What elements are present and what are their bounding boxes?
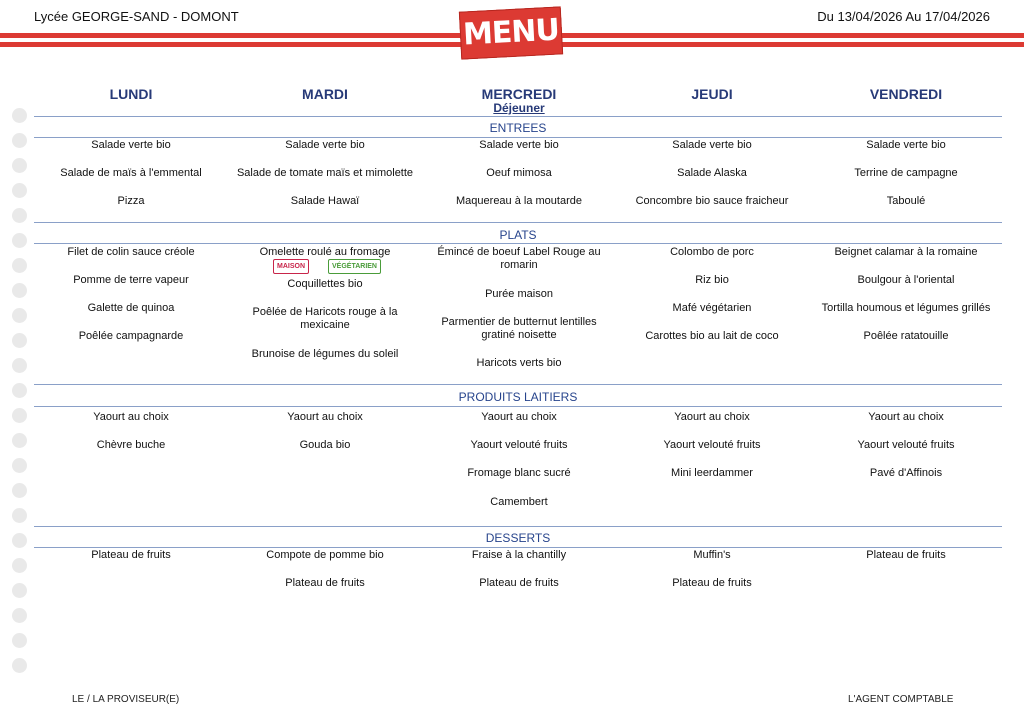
menu-item-laitiers: Gouda bio [299,439,351,451]
day-header-monday: LUNDI [109,86,153,102]
badge-vegetarien: VÉGÉTARIEN [328,259,381,274]
menu-item-laitiers: Yaourt au choix [481,411,557,423]
menu-item-desserts: Plateau de fruits [285,577,365,589]
school-name: Lycée GEORGE-SAND - DOMONT [34,9,239,24]
day-header-friday: VENDREDI [869,86,943,102]
binder-hole [12,158,27,173]
binder-hole [12,183,27,198]
menu-item-laitiers: Pavé d'Affinois [869,467,943,479]
binder-hole [12,108,27,123]
menu-item-plats: Poêlée campagnarde [78,330,184,342]
binder-hole [12,133,27,148]
divider [34,526,1002,527]
menu-item-laitiers: Chèvre buche [96,439,166,451]
menu-item-plats: Brunoise de légumes du soleil [251,348,399,360]
menu-item-entrees: Taboulé [886,195,926,207]
menu-item-plats: Parmentier de butternut lentilles gratiné noisette [441,316,597,341]
binder-hole [12,258,27,273]
menu-item-laitiers: Yaourt au choix [674,411,750,423]
menu-item-laitiers: Yaourt au choix [287,411,363,423]
menu-item-entrees: Oeuf mimosa [486,167,552,179]
menu-item-entrees: Salade Alaska [677,167,747,179]
binder-hole [12,483,27,498]
badge-maison: MAISON [273,259,309,274]
menu-item-laitiers: Camembert [490,496,548,508]
binder-hole [12,383,27,398]
menu-item-plats: Carottes bio au lait de coco [645,330,779,342]
menu-item-laitiers: Yaourt velouté fruits [857,439,955,451]
menu-item-laitiers: Yaourt au choix [868,411,944,423]
menu-item-desserts: Plateau de fruits [479,577,559,589]
section-title-plats: PLATS [499,228,537,242]
divider [34,222,1002,223]
footer-proviseur: LE / LA PROVISEUR(E) [72,694,180,705]
menu-item-desserts: Compote de pomme bio [266,549,384,561]
day-header-tuesday: MARDI [302,86,348,102]
menu-item-plats: Poêlée ratatouille [863,330,949,342]
menu-item-entrees: Salade de maïs à l'emmental [60,167,202,179]
day-header-thursday: JEUDI [691,86,733,102]
meal-label: Déjeuner [493,101,545,115]
menu-item-laitiers: Yaourt au choix [93,411,169,423]
menu-item-plats: Pomme de terre vapeur [73,274,189,286]
menu-item-desserts: Fraise à la chantilly [471,549,567,561]
menu-item-desserts: Muffin's [693,549,731,561]
binder-hole [12,283,27,298]
divider [34,243,1002,244]
menu-item-plats: Poêlée de Haricots rouge à la mexicaine [252,306,398,331]
menu-item-plats: Mafé végétarien [672,302,752,314]
divider [34,116,1002,117]
binder-hole [12,408,27,423]
binder-hole [12,233,27,248]
binder-hole [12,508,27,523]
binder-hole [12,308,27,323]
menu-item-desserts: Plateau de fruits [672,577,752,589]
binder-hole [12,608,27,623]
menu-item-plats: Galette de quinoa [87,302,175,314]
section-title-entrees: ENTREES [489,121,547,135]
menu-item-plats: Coquillettes bio [287,278,363,290]
menu-item-desserts: Plateau de fruits [91,549,171,561]
binder-hole [12,333,27,348]
binder-hole [12,658,27,673]
menu-logo-text: MENU [462,12,560,53]
divider [34,406,1002,407]
menu-item-entrees: Salade verte bio [91,139,171,151]
menu-item-entrees: Maquereau à la moutarde [456,195,582,207]
section-title-laitiers: PRODUITS LAITIERS [458,390,578,404]
menu-item-plats: Émincé de boeuf Label Rouge au romarin [437,246,601,271]
menu-item-entrees: Concombre bio sauce fraicheur [635,195,789,207]
menu-logo [459,6,563,59]
menu-item-entrees: Salade verte bio [479,139,559,151]
binder-hole [12,558,27,573]
section-title-desserts: DESSERTS [485,531,551,545]
menu-item-entrees: Salade verte bio [672,139,752,151]
divider [34,137,1002,138]
menu-item-laitiers: Fromage blanc sucré [467,467,571,479]
menu-item-entrees: Salade verte bio [866,139,946,151]
menu-item-plats: Tortilla houmous et légumes grillés [821,302,991,314]
menu-item-plats: Boulgour à l'oriental [857,274,955,286]
menu-item-entrees: Salade de tomate maïs et mimolette [236,167,414,179]
menu-item-laitiers: Yaourt velouté fruits [663,439,761,451]
binder-hole [12,533,27,548]
binder-hole [12,583,27,598]
binder-hole [12,358,27,373]
date-range: Du 13/04/2026 Au 17/04/2026 [817,9,990,24]
menu-item-plats: Purée maison [485,288,553,300]
menu-item-plats: Omelette roulé au fromage [259,246,391,258]
menu-item-laitiers: Mini leerdammer [671,467,753,479]
menu-item-entrees: Salade Hawaï [290,195,360,207]
menu-item-plats: Colombo de porc [670,246,754,258]
menu-item-desserts: Plateau de fruits [866,549,946,561]
menu-item-plats: Beignet calamar à la romaine [834,246,978,258]
menu-item-plats: Haricots verts bio [476,357,562,369]
binder-hole [12,433,27,448]
binder-hole [12,458,27,473]
menu-item-entrees: Terrine de campagne [854,167,958,179]
menu-item-plats: Filet de colin sauce créole [67,246,195,258]
binder-hole [12,633,27,648]
menu-item-entrees: Salade verte bio [285,139,365,151]
menu-item-laitiers: Yaourt velouté fruits [470,439,568,451]
binder-hole [12,208,27,223]
day-header-wednesday: MERCREDI [481,86,557,102]
binder-holes [12,108,30,683]
menu-item-plats: Riz bio [695,274,729,286]
menu-item-entrees: Pizza [117,195,145,207]
footer-agent-comptable: L'AGENT COMPTABLE [848,694,954,705]
divider [34,384,1002,385]
divider [34,547,1002,548]
